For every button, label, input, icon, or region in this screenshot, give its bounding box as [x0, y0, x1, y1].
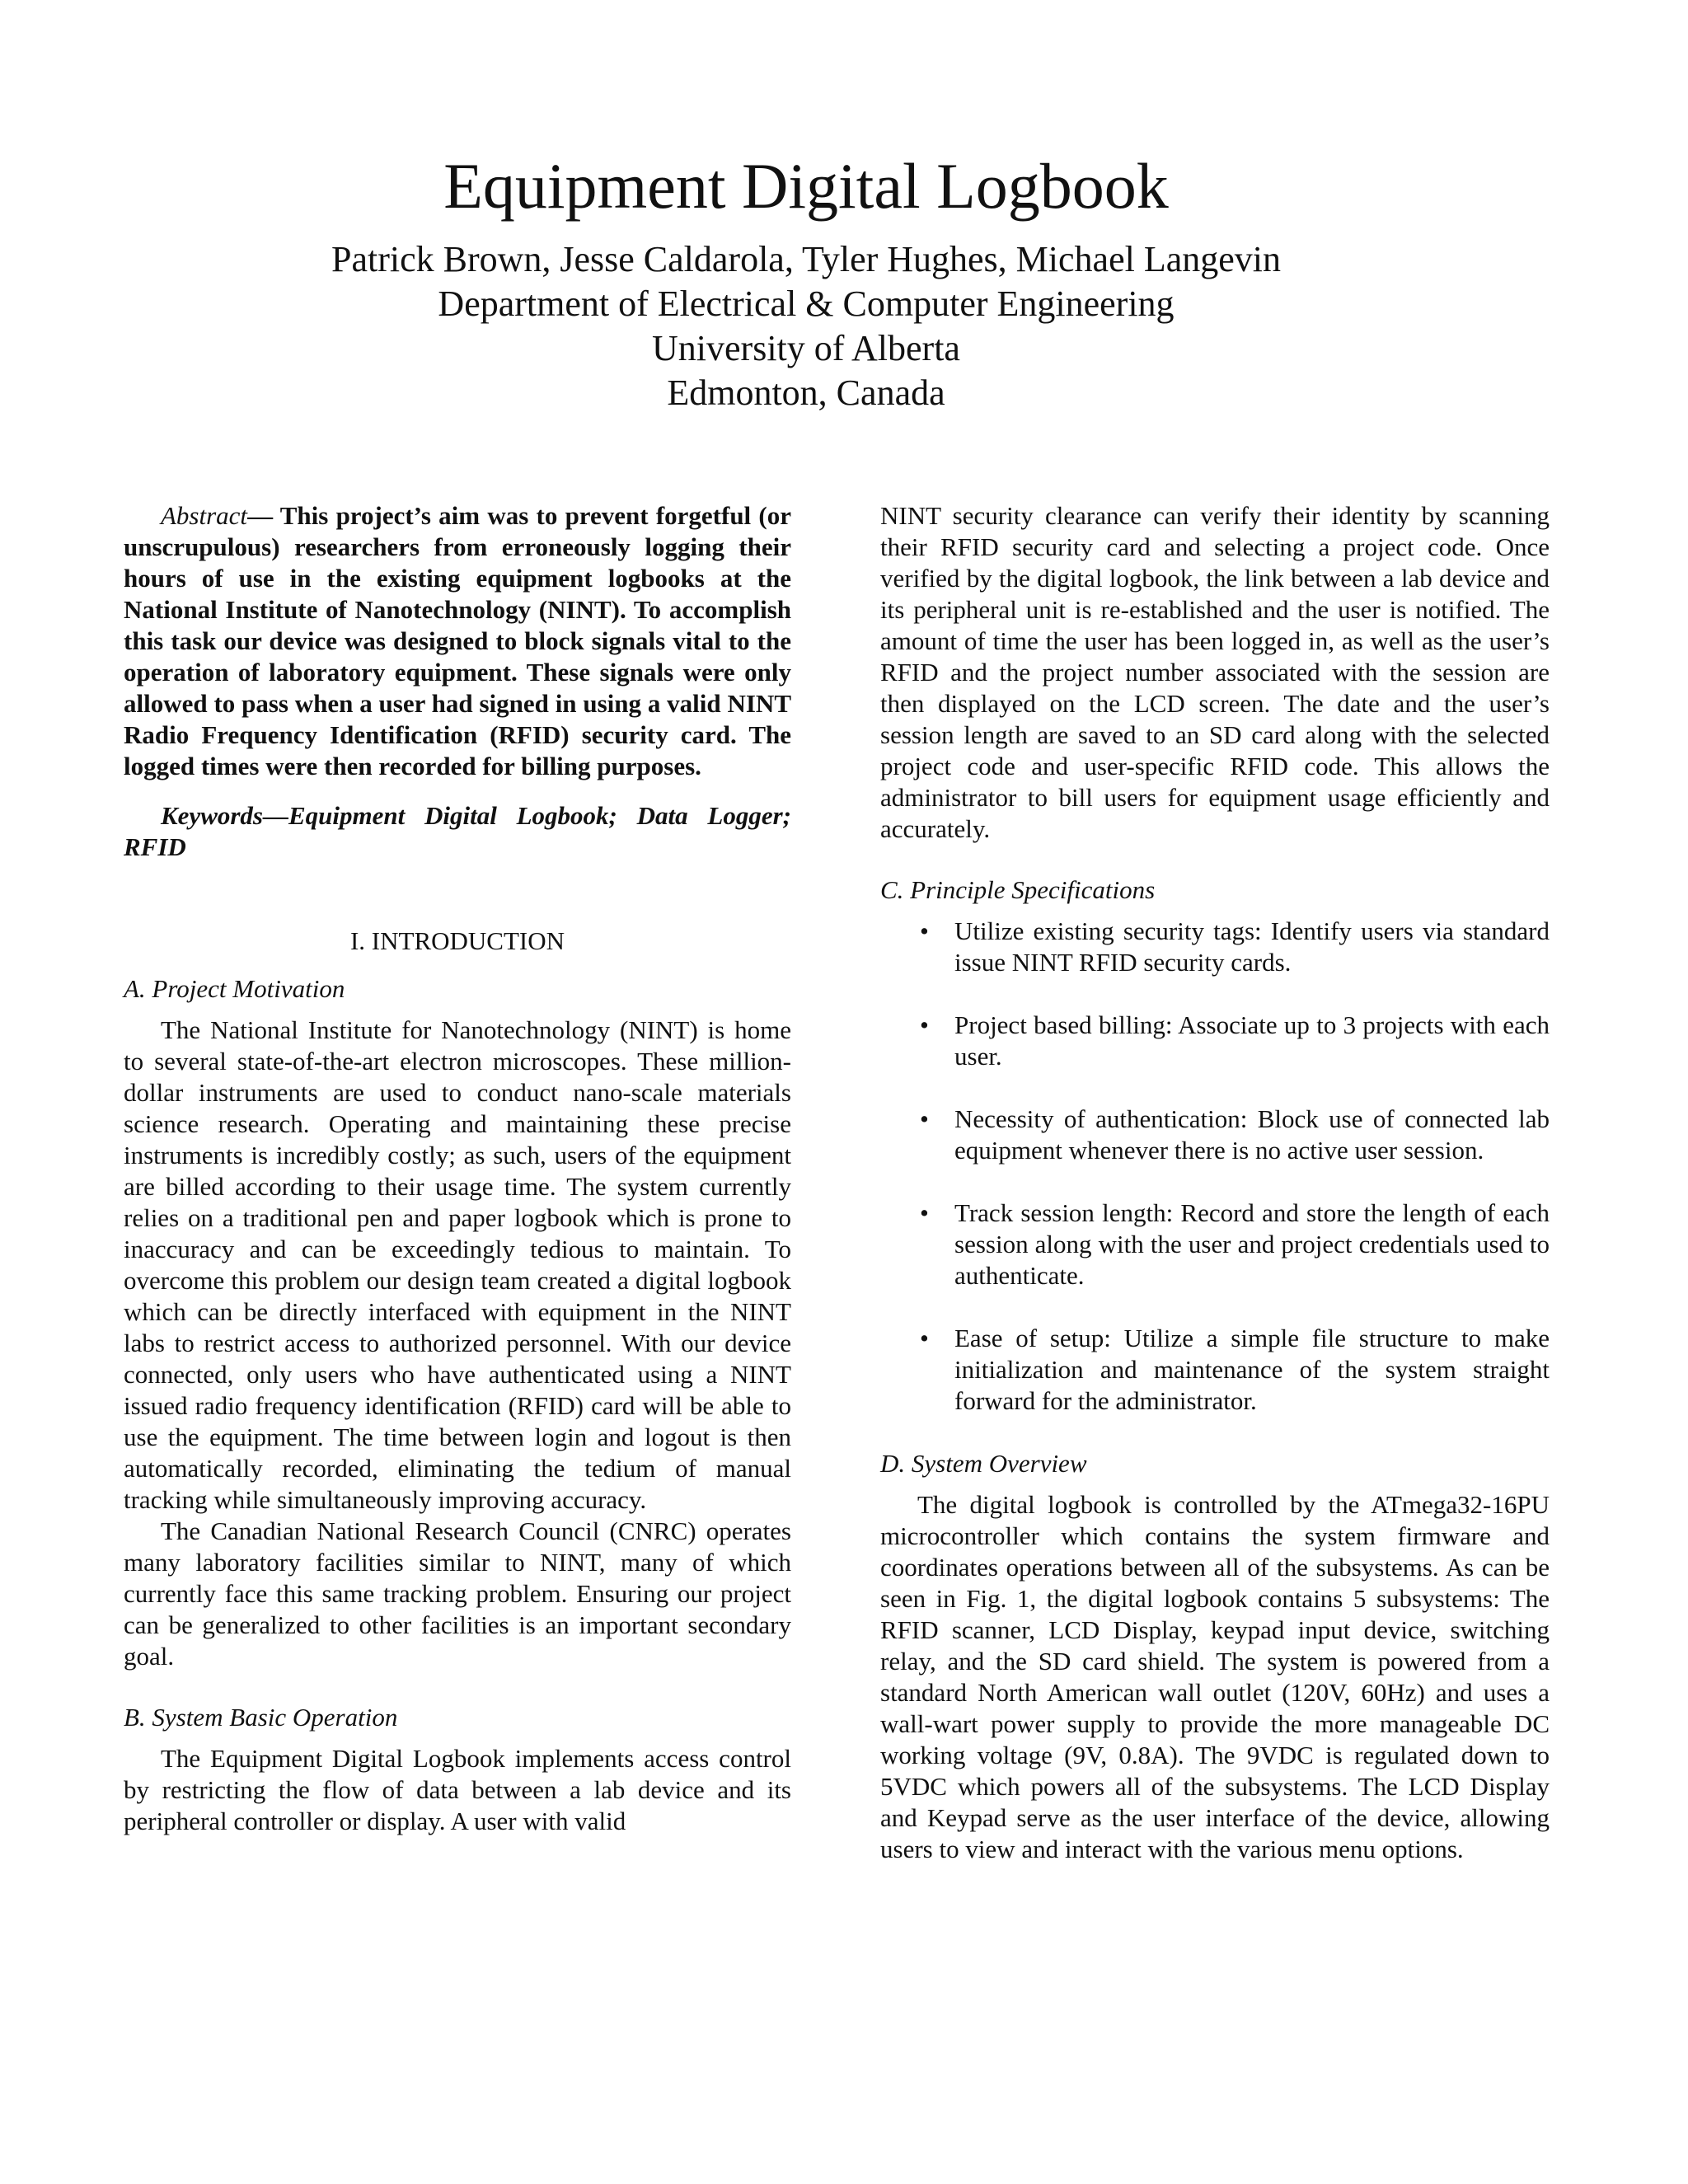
list-item	[880, 916, 1550, 978]
bullet-icon: •	[920, 916, 929, 945]
list-item-text: Necessity of authentication: Block use of connected lab equipment whenever there is no active user session.	[954, 1104, 1550, 1165]
list-item-text: Project based billing: Associate up to 3 projects with each user.	[954, 1010, 1550, 1071]
basic-operation-paragraph: The Equipment Digital Logbook implements access control by restricting the flow of data between a lab device and its peripheral controller or display. A user with valid	[124, 1744, 791, 1835]
subsection-heading-system-overview: D. System Overview	[880, 1449, 1087, 1478]
list-item	[880, 1323, 1550, 1417]
motivation-paragraph-1: The National Institute for Nanotechnology (NINT) is home to several state-of-the-art electron microscopes. These million-dollar instruments are used to conduct nano-scale materials science research. Operating and maintaining these precise instruments is incredibly costly; as such, users of the equipment are billed according to their usage time. The system currently relies on a traditional pen and paper logbook which is prone to inaccuracy and can be exceedingly tedious to maintain. To overcome this problem our design team created a digital logbook which can be directly interfaced with equipment in the NINT labs to restrict access to authorized personnel. With our device connected, only users who have authenticated using a NINT issued radio frequency identification (RFID) card will be able to use the equipment. The time between login and logout is then automatically recorded, eliminating the tedium of manual tracking while simultaneously improving accuracy.	[124, 1015, 791, 1514]
location: Edmonton, Canada	[667, 373, 945, 413]
university: University of Alberta	[652, 328, 960, 368]
author-names: Patrick Brown, Jesse Caldarola, Tyler Hughes, Michael Langevin	[331, 239, 1282, 279]
abstract-label: Abstract	[161, 501, 248, 530]
right-column	[880, 500, 1550, 1865]
motivation-paragraph-2: The Canadian National Research Council (CNRC) operates many laboratory facilities similar to NINT, many of which currently face this same tracking problem. Ensuring our project can be generalized to other facilities is an important secondary goal.	[124, 1516, 791, 1671]
subsection-heading-specifications: C. Principle Specifications	[880, 875, 1156, 904]
specifications-list	[880, 916, 1550, 1417]
left-column	[124, 500, 791, 1837]
subsection-heading-motivation: A. Project Motivation	[124, 974, 345, 1003]
keywords: Keywords—Equipment Digital Logbook; Data Logger; RFID	[124, 801, 791, 861]
bullet-icon: •	[920, 1324, 929, 1352]
list-item	[880, 1010, 1550, 1072]
section-heading-introduction: I. INTRODUCTION	[349, 926, 565, 955]
author-block	[0, 237, 1612, 415]
list-item-text: Utilize existing security tags: Identify users via standard issue NINT RFID security cards.	[954, 916, 1550, 977]
list-item	[880, 1197, 1550, 1291]
abstract	[124, 500, 791, 782]
abstract-text: — This project’s aim was to prevent forgetful (or unscrupulous) researchers from erroneously logging their hours of use in the existing equipment logbooks at the National Institute of Nanotechnology (NINT). To accomplish this task our device was designed to block signals vital to the operation of laboratory equipment. These signals were only allowed to pass when a user had signed in using a valid NINT Radio Frequency Identification (RFID) security card. The logged times were then recorded for billing purposes.	[124, 501, 791, 780]
list-item-text: Ease of setup: Utilize a simple file structure to make initialization and maintenance of the system straight forward for the administrator.	[954, 1324, 1550, 1415]
paper-title: Equipment Digital Logbook	[443, 150, 1169, 222]
system-overview-paragraph: The digital logbook is controlled by the ATmega32-16PU microcontroller which contains the system firmware and coordinates operations between all of the subsystems. As can be seen in Fig. 1, the digital logbook contains 5 subsystems: The RFID scanner, LCD Display, keypad input device, switching relay, and the SD card shield. The system is powered from a standard North American wall outlet (120V, 60Hz) and uses a wall-wart power supply to provide the more manageable DC working voltage (9V, 0.8A). The 9VDC is regulated down to 5VDC which powers all of the subsystems. The LCD Display and Keypad serve as the user interface of the device, allowing users to view and interact with the various menu options.	[880, 1490, 1550, 1863]
basic-operation-paragraph-continued: NINT security clearance can verify their identity by scanning their RFID security card and selecting a project code. Once verified by the digital logbook, the link between a lab device and its peripheral unit is re-established and the user is notified. The amount of time the user has been logged in, as well as the user’s RFID and the project number associated with the session are then displayed on the LCD screen. The date and the user’s session length are saved to an SD card along with the selected project code and user-specific RFID code. This allows the administrator to bill users for equipment usage efficiently and accurately.	[880, 501, 1550, 843]
list-item-text: Track session length: Record and store the length of each session along with the user and project credentials used to authenticate.	[954, 1198, 1550, 1290]
subsection-heading-basic-operation: B. System Basic Operation	[124, 1703, 398, 1732]
bullet-icon: •	[920, 1198, 929, 1227]
list-item	[880, 1104, 1550, 1166]
bullet-icon: •	[920, 1104, 929, 1133]
department: Department of Electrical & Computer Engineering	[438, 284, 1175, 324]
bullet-icon: •	[920, 1010, 929, 1039]
